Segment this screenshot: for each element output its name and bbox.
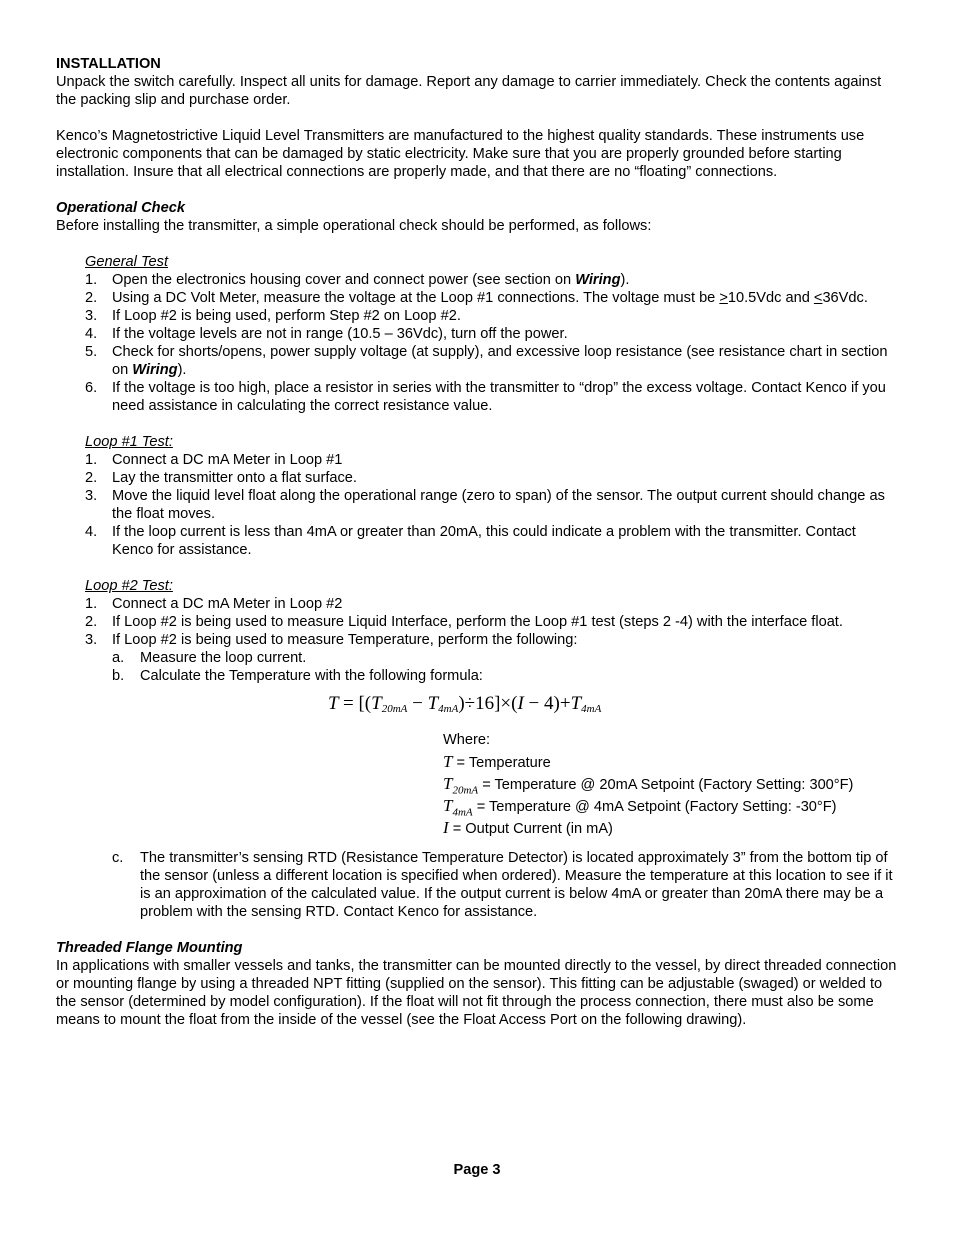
list-item	[56, 487, 901, 523]
list-text: If Loop #2 is being used, perform Step #2 on Loop #2.	[112, 308, 461, 324]
list-item	[56, 271, 901, 289]
list-text: Open the electronics housing cover and connect power (see section on	[112, 272, 576, 288]
formula-minus: −	[412, 693, 423, 714]
legend-symbol	[443, 796, 473, 819]
list-number: 2.	[85, 470, 98, 486]
list-item	[56, 595, 901, 613]
formula-sub-4ma: 4mA	[438, 703, 459, 715]
list-number: 3.	[85, 488, 98, 504]
list-item	[56, 613, 901, 631]
legend-symbol-letter: T	[443, 796, 453, 815]
formula-paren: (	[511, 693, 518, 714]
list-number: 5.	[85, 344, 98, 360]
list-number: 1.	[85, 452, 98, 468]
formula-plus: +	[559, 693, 571, 714]
list-item	[56, 343, 901, 379]
list-item	[56, 379, 901, 415]
list-item	[56, 631, 901, 649]
list-number: 4.	[85, 326, 98, 342]
less-equal-symbol: <	[813, 290, 823, 306]
threaded-flange-paragraph: In applications with smaller vessels and tanks, the transmitter can be mounted directly to the vessel, by direct threaded connection or mounting flange by using a threaded NPT fitting (supplied on the sensor). This fitting can be adjustable (swaged) or welded to the sensor (determined by model configuration). If the float will not fit through the process connection, there must also be some means to mount the float from the inside of the vessel (see the Float Access Port on the following drawing).	[56, 958, 897, 1028]
formula-I: I	[517, 693, 524, 714]
sub-list-item	[56, 849, 901, 921]
formula-T20: T	[371, 693, 382, 714]
list-text: Connect a DC mA Meter in Loop #1	[112, 452, 343, 468]
list-text: Calculate the Temperature with the following formula:	[140, 668, 483, 684]
loop1-test-heading: Loop #1 Test:	[85, 434, 173, 450]
formula-sub-20ma: 20mA	[381, 703, 408, 715]
list-text: ).	[177, 362, 187, 378]
list-item	[56, 325, 901, 343]
threaded-flange-heading: Threaded Flange Mounting	[56, 940, 243, 956]
temperature-formula	[328, 689, 901, 719]
legend-text: = Output Current (in mA)	[448, 821, 613, 837]
wiring-reference: Wiring	[575, 272, 621, 288]
sub-list-item	[56, 649, 901, 667]
wiring-reference: Wiring	[132, 362, 178, 378]
where-label: Where:	[443, 732, 491, 748]
legend-text: = Temperature	[452, 755, 551, 771]
formula-T4: T	[427, 693, 439, 714]
list-text: Using a DC Volt Meter, measure the voltage at the Loop #1 connections. The voltage must be	[112, 290, 720, 306]
installation-paragraph-1: Unpack the switch carefully. Inspect all units for damage. Report any damage to carrier immediately. Check the contents against the packing slip and purchase order.	[56, 74, 882, 108]
legend-text: = Temperature @ 20mA Setpoint (Factory Setting: 300°F)	[478, 777, 854, 793]
formula-paren: )	[458, 693, 465, 714]
list-item	[56, 451, 901, 469]
general-test-list	[56, 271, 901, 415]
installation-heading: INSTALLATION	[56, 56, 161, 72]
list-item	[56, 307, 901, 325]
legend-symbol	[443, 774, 479, 797]
legend-line	[443, 773, 901, 795]
list-number: 2.	[85, 290, 98, 306]
formula-divide: ÷	[464, 693, 476, 714]
formula-sub-4ma: 4mA	[581, 703, 602, 715]
loop1-test-list	[56, 451, 901, 559]
legend-line	[443, 795, 901, 817]
legend-text: = Temperature @ 4mA Setpoint (Factory Setting: -30°F)	[472, 799, 837, 815]
operational-check-intro: Before installing the transmitter, a simple operational check should be performed, as follows:	[56, 218, 652, 234]
legend-symbol-sub: 4mA	[452, 806, 473, 819]
formula-T: T	[328, 693, 339, 714]
formula-bracket: ]	[494, 693, 501, 714]
list-number: 2.	[85, 614, 98, 630]
list-text: If the voltage levels are not in range (10.5 – 36Vdc), turn off the power.	[112, 326, 568, 342]
list-number: 1.	[85, 596, 98, 612]
list-letter: c.	[112, 850, 124, 866]
sub-list-item	[56, 667, 901, 685]
list-text: If the loop current is less than 4mA or greater than 20mA, this could indicate a problem with the transmitter. Contact Kenco for assistance.	[112, 524, 856, 558]
list-item	[56, 469, 901, 487]
list-text: Check for shorts/opens, power supply voltage (at supply), and excessive loop resistance (see resistance chart in section on	[112, 344, 888, 378]
list-text: Measure the loop current.	[140, 650, 307, 666]
formula-sixteen: 16	[475, 693, 495, 714]
legend-symbol: I	[443, 818, 449, 837]
list-letter: a.	[112, 650, 125, 666]
list-number: 3.	[85, 632, 98, 648]
page-content	[56, 55, 901, 1029]
legend-symbol: T	[443, 752, 453, 771]
formula-bracket: [(	[358, 693, 372, 714]
general-test-heading: General Test	[85, 254, 169, 270]
list-text: If Loop #2 is being used to measure Liquid Interface, perform the Loop #1 test (steps 2 -4) with the interface float.	[112, 614, 843, 630]
formula-paren: )	[553, 693, 560, 714]
formula-T4: T	[570, 693, 582, 714]
formula-legend	[443, 731, 901, 839]
list-text: If the voltage is too high, place a resistor in series with the transmitter to “drop” the excess voltage. Contact Kenco if you need assistance in calculating the correct resistance value.	[112, 380, 886, 414]
list-item	[56, 289, 901, 307]
list-text: Move the liquid level float along the operational range (zero to span) of the sensor. The output current should change as the float moves.	[112, 488, 885, 522]
list-text: 36Vdc.	[822, 290, 868, 306]
list-text: The transmitter’s sensing RTD (Resistance Temperature Detector) is located approximately 3” from the bottom tip of the sensor (unless a different location is specified when ordered). Measure the temperature at this location to see if it is an approximation of the calculated value. If the output current is below 4mA or greater than 20mA there may be a problem with the sensing RTD. Contact Kenco for assistance.	[140, 850, 893, 920]
greater-equal-symbol: >	[719, 290, 728, 306]
formula-minus: −	[528, 693, 540, 714]
list-number: 6.	[85, 380, 98, 396]
list-text: If Loop #2 is being used to measure Temperature, perform the following:	[112, 632, 578, 648]
operational-check-heading: Operational Check	[56, 200, 185, 216]
list-number: 4.	[85, 524, 98, 540]
loop2-test-list	[56, 595, 901, 685]
legend-line	[443, 751, 901, 773]
list-text: 10.5Vdc and	[727, 290, 814, 306]
legend-symbol-letter: T	[443, 774, 453, 793]
list-number: 3.	[85, 308, 98, 324]
list-text: Connect a DC mA Meter in Loop #2	[112, 596, 343, 612]
formula-times: ×	[500, 693, 512, 714]
list-text: ).	[620, 272, 630, 288]
list-item	[56, 523, 901, 559]
loop2-test-heading: Loop #2 Test:	[85, 578, 173, 594]
formula-equals: =	[342, 693, 354, 714]
list-number: 1.	[85, 272, 98, 288]
installation-paragraph-2: Kenco’s Magnetostrictive Liquid Level Transmitters are manufactured to the highest quality standards. These instruments use electronic components that can be damaged by static electricity. Make sure that you are properly grounded before starting installation. Insure that all electrical connections are properly made, and that there are no “floating” connections.	[56, 128, 865, 180]
list-letter: b.	[112, 668, 125, 684]
page-number: Page 3	[453, 1162, 501, 1178]
formula-four: 4	[544, 693, 554, 714]
legend-line	[443, 817, 901, 839]
legend-symbol-sub: 20mA	[452, 784, 479, 797]
list-text: Lay the transmitter onto a flat surface.	[112, 470, 357, 486]
